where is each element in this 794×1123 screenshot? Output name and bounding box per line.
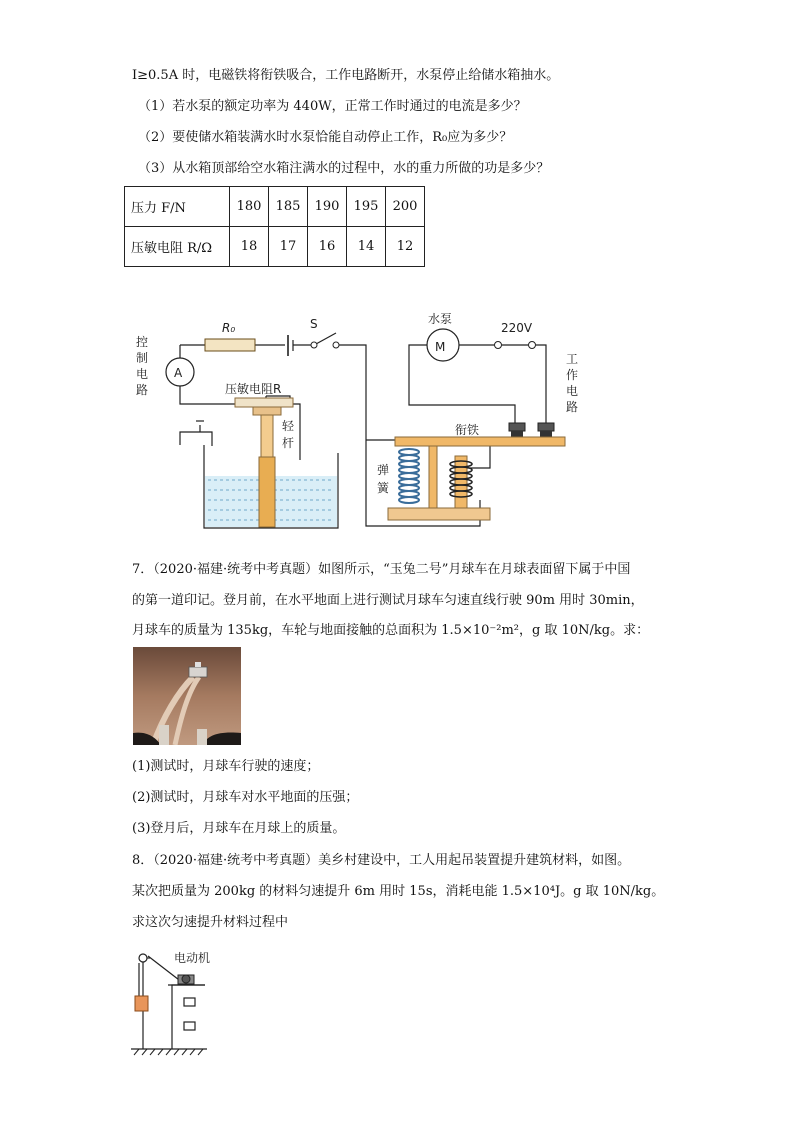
work-label-2: 作 — [566, 368, 579, 382]
table-cell: 16 — [308, 227, 347, 267]
armature-label: 衔铁 — [455, 423, 480, 437]
motor-label: M — [435, 340, 446, 354]
spring-label-1: 弹 — [377, 463, 390, 477]
q7-sub2: (2)测试时，月球车对水平地面的压强； — [132, 790, 359, 805]
rod-label-2: 杆 — [282, 436, 295, 450]
pressure-resistor-label: 压敏电阻R — [225, 382, 282, 396]
q6-sub3: （3）从水箱顶部给空水箱注满水的过程中，水的重力所做的功是多少？ — [138, 161, 550, 176]
q7-line2: 的第一道印记。登月前，在水平地面上进行测试月球车匀速直线行驶 90m 用时 30min， — [132, 593, 644, 608]
q7-sub3: (3)登月后，月球车在月球上的质量。 — [132, 821, 346, 836]
table-cell: 12 — [386, 227, 425, 267]
control-label-2: 制 — [136, 351, 149, 365]
table-cell: 195 — [347, 187, 386, 227]
spring-label-2: 簧 — [377, 481, 390, 495]
table-cell: 14 — [347, 227, 386, 267]
motor-label: 电动机 — [174, 951, 211, 965]
control-label-3: 电 — [136, 367, 149, 381]
table-row-label: 压敏电阻 R/Ω — [125, 227, 230, 267]
table-cell: 18 — [230, 227, 269, 267]
switch-label: S — [310, 317, 318, 331]
table-cell: 180 — [230, 187, 269, 227]
table-cell: 200 — [386, 187, 425, 227]
q7-line1: 7．（2020·福建·统考中考真题）如图所示，“玉兔二号”月球车在月球表面留下属于中国 — [132, 562, 631, 577]
q6-sub1: （1）若水泵的额定功率为 440W，正常工作时通过的电流是多少？ — [138, 99, 527, 114]
q8-line2: 某次把质量为 200kg 的材料匀速提升 6m 用时 15s，消耗电能 1.5×10⁴J。g 取 10N/kg。 — [132, 884, 665, 899]
work-label-1: 工 — [566, 352, 579, 366]
rod-label-1: 轻 — [282, 419, 295, 433]
table-cell: 17 — [269, 227, 308, 267]
pump-label: 水泵 — [428, 312, 453, 326]
q8-line3: 求这次匀速提升材料过程中 — [132, 915, 289, 930]
q6-sub2: （2）要使储水箱装满水时水泵恰能自动停止工作，R₀应为多少？ — [138, 130, 513, 145]
control-label-4: 路 — [136, 383, 149, 397]
q7-line3: 月球车的质量为 135kg，车轮与地面接触的总面积为 1.5×10⁻²m²，g 取 10N/kg。求： — [132, 623, 650, 638]
ammeter-label: A — [174, 366, 183, 380]
intro-line: I≥0.5A 时，电磁铁将衔铁吸合，工作电路断开，水泵停止给储水箱抽水。 — [132, 68, 560, 83]
table-cell: 190 — [308, 187, 347, 227]
q7-sub1: (1)测试时，月球车行驶的速度； — [132, 759, 320, 774]
table-cell: 185 — [269, 187, 308, 227]
work-label-3: 电 — [566, 384, 579, 398]
r0-label: R₀ — [222, 321, 236, 335]
table-row-label: 压力 F/N — [125, 187, 230, 227]
q8-line1: 8．（2020·福建·统考中考真题）美乡村建设中，工人用起吊装置提升建筑材料，如图。 — [132, 853, 631, 868]
work-label-4: 路 — [566, 400, 579, 414]
voltage-label: 220V — [501, 321, 533, 335]
control-label-1: 控 — [136, 335, 149, 349]
